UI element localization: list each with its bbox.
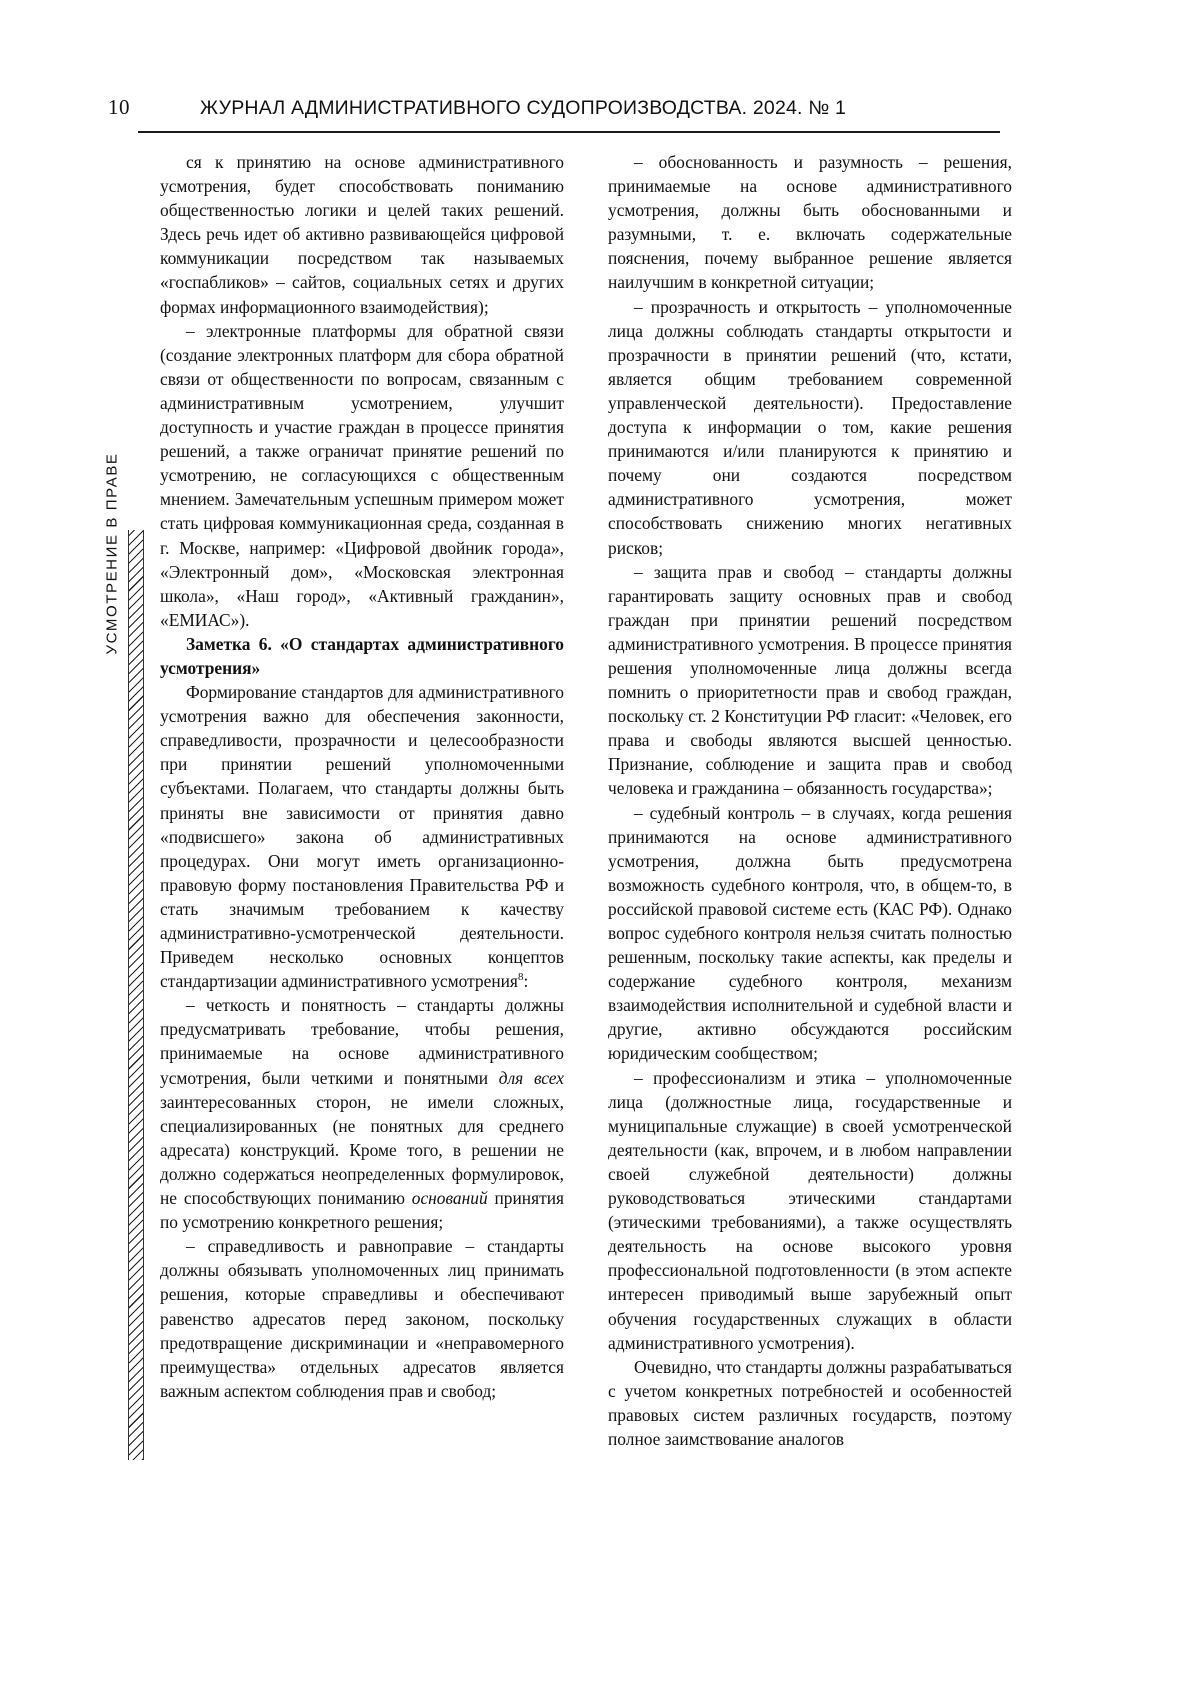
- page-header: [108, 95, 1000, 120]
- paragraph-text: заинтересованных сторон, не имели сложных, специализированных (не понятных для среднего адресата) конструкций. Кроме того, в решении не должно содержаться неопределенных формулировок, не способствующих пониманию: [160, 1091, 564, 1209]
- paragraph-text-tail: :: [523, 971, 529, 992]
- paragraph: Очевидно, что стандарты должны разрабатываться с учетом конкретных потребностей и особенностей правовых систем различных государств, поэтому полное заимствование аналогов: [608, 1356, 1012, 1449]
- side-running-title: УСМОТРЕНИЕ В ПРАВЕ: [103, 452, 121, 655]
- body-columns: [160, 150, 1012, 1451]
- section-heading: Заметка 6. «О стандартах административного усмотрения»: [160, 633, 564, 678]
- page-number: 10: [108, 95, 130, 119]
- margin-hatch-decoration: [128, 530, 144, 1460]
- left-column: [160, 150, 564, 1451]
- footnote-marker: 8: [517, 971, 524, 984]
- paragraph-text-tail: принятия по усмотрению конкретного решения;: [160, 1188, 565, 1233]
- paragraph-text: Формирование стандартов для административного усмотрения важно для обеспечения законности, справедливости, прозрачности и целесообразности при принятии решений уполномоченными субъектами. Полагаем, что стандарты должны быть приняты вне зависимости от принятия давно «подвисшего» закона об административных процедурах. Они могут иметь организационно-правовую форму постановления Правительства РФ и стать значимым требованием к качеству административно-усмотренческой деятельности. Приведем несколько основных концептов стандартизации административного усмотрения: [160, 682, 564, 992]
- paragraph: – профессионализм и этика – уполномоченные лица (должностные лица, государственные и муниципальные служащие) в своей усмотренческой деятельности (как, впрочем, и в любом направлении своей служебной деятельности) должны руководствоваться этическими стандартами (этическими требованиями), а также осуществлять деятельность на основе высокого уровня профессиональной подготовленности (в этом аспекте интересен приводимый выше зарубежный опыт обучения государственных служащих в области административного усмотрения).: [608, 1067, 1012, 1353]
- paragraph: – защита прав и свобод – стандарты должны гарантировать защиту основных прав и свобод граждан при принятии решений посредством административного усмотрения. В процессе принятия решения уполномоченные лица должны всегда помнить о приоритетности прав и свобод граждан, поскольку ст. 2 Конституции РФ гласит: «Человек, его права и свободы являются высшей ценностью. Признание, соблюдение и защита прав и свобод человека и гражданина – обязанность государства»;: [608, 561, 1012, 799]
- paragraph: – судебный контроль – в случаях, когда решения принимаются на основе административного усмотрения, должна быть предусмотрена возможность судебного контроля, что, в общем-то, в российской правовой системе есть (КАС РФ). Однако вопрос судебного контроля нельзя считать полностью решенным, поскольку такие аспекты, как пределы и содержание судебного контроля, механизм взаимодействия исполнительной и судебной власти и другие, активно обсуждаются российским юридическим сообществом;: [608, 802, 1012, 1064]
- paragraph: – прозрачность и открытость – уполномоченные лица должны соблюдать стандарты открытости и прозрачности в принятии решений (что, кстати, является общим требованием современной управленческой деятельности). Предоставление доступа к информации о том, какие решения принимаются и/или планируются к принятию и почему они создаются посредством административного усмотрения, может способствовать снижению многих негативных рисков;: [608, 296, 1012, 558]
- paragraph: [160, 680, 564, 993]
- journal-title: ЖУРНАЛ АДМИНИСТРАТИВНОГО СУДОПРОИЗВОДСТВА. 2024. № 1: [200, 97, 847, 119]
- paragraph-text: – четкость и понятность – стандарты должны предусматривать требование, чтобы решения, принимаемые на основе административного усмотрения, были четкими и понятными: [160, 995, 564, 1088]
- paragraph: – электронные платформы для обратной связи (создание электронных платформ для сбора обратной связи от общественности по вопросам, связанным с административным усмотрением, улучшит доступность и участие граждан в процессе принятия решений, а также ограничат принятие решений по усмотрению, не согласующихся с общественным мнением. Замечательным успешным примером может стать цифровая коммуникационная среда, созданная в г. Москве, например: «Цифровой двойник города», «Электронный дом», «Московская электронная школа», «Наш город», «Активный гражданин», «ЕМИАС»).: [160, 320, 564, 630]
- italic-phrase: оснований: [411, 1188, 488, 1209]
- paragraph: – обоснованность и разумность – решения, принимаемые на основе административного усмотрения, должны быть обоснованными и разумными, т. е. включать содержательные пояснения, почему выбранное решение является наилучшим в конкретной ситуации;: [608, 152, 1012, 293]
- header-divider: [138, 131, 1000, 133]
- right-column: [608, 150, 1012, 1451]
- paragraph: [160, 993, 564, 1234]
- italic-phrase: для всех: [498, 1067, 564, 1088]
- paragraph: – справедливость и равноправие – стандарты должны обязывать уполномоченных лиц принимать решения, которые справедливы и обеспечивают равенство адресатов перед законом, поскольку предотвращение дискриминации и «неправомерного преимущества» отдельных адресатов является важным аспектом соблюдения прав и свобод;: [160, 1236, 564, 1401]
- paragraph: ся к принятию на основе административного усмотрения, будет способствовать пониманию общественностью логики и целей таких решений. Здесь речь идет об активно развивающейся цифровой коммуникации посредством так называемых «госпабликов» – сайтов, социальных сетях и других формах информационного взаимодействия);: [160, 152, 564, 317]
